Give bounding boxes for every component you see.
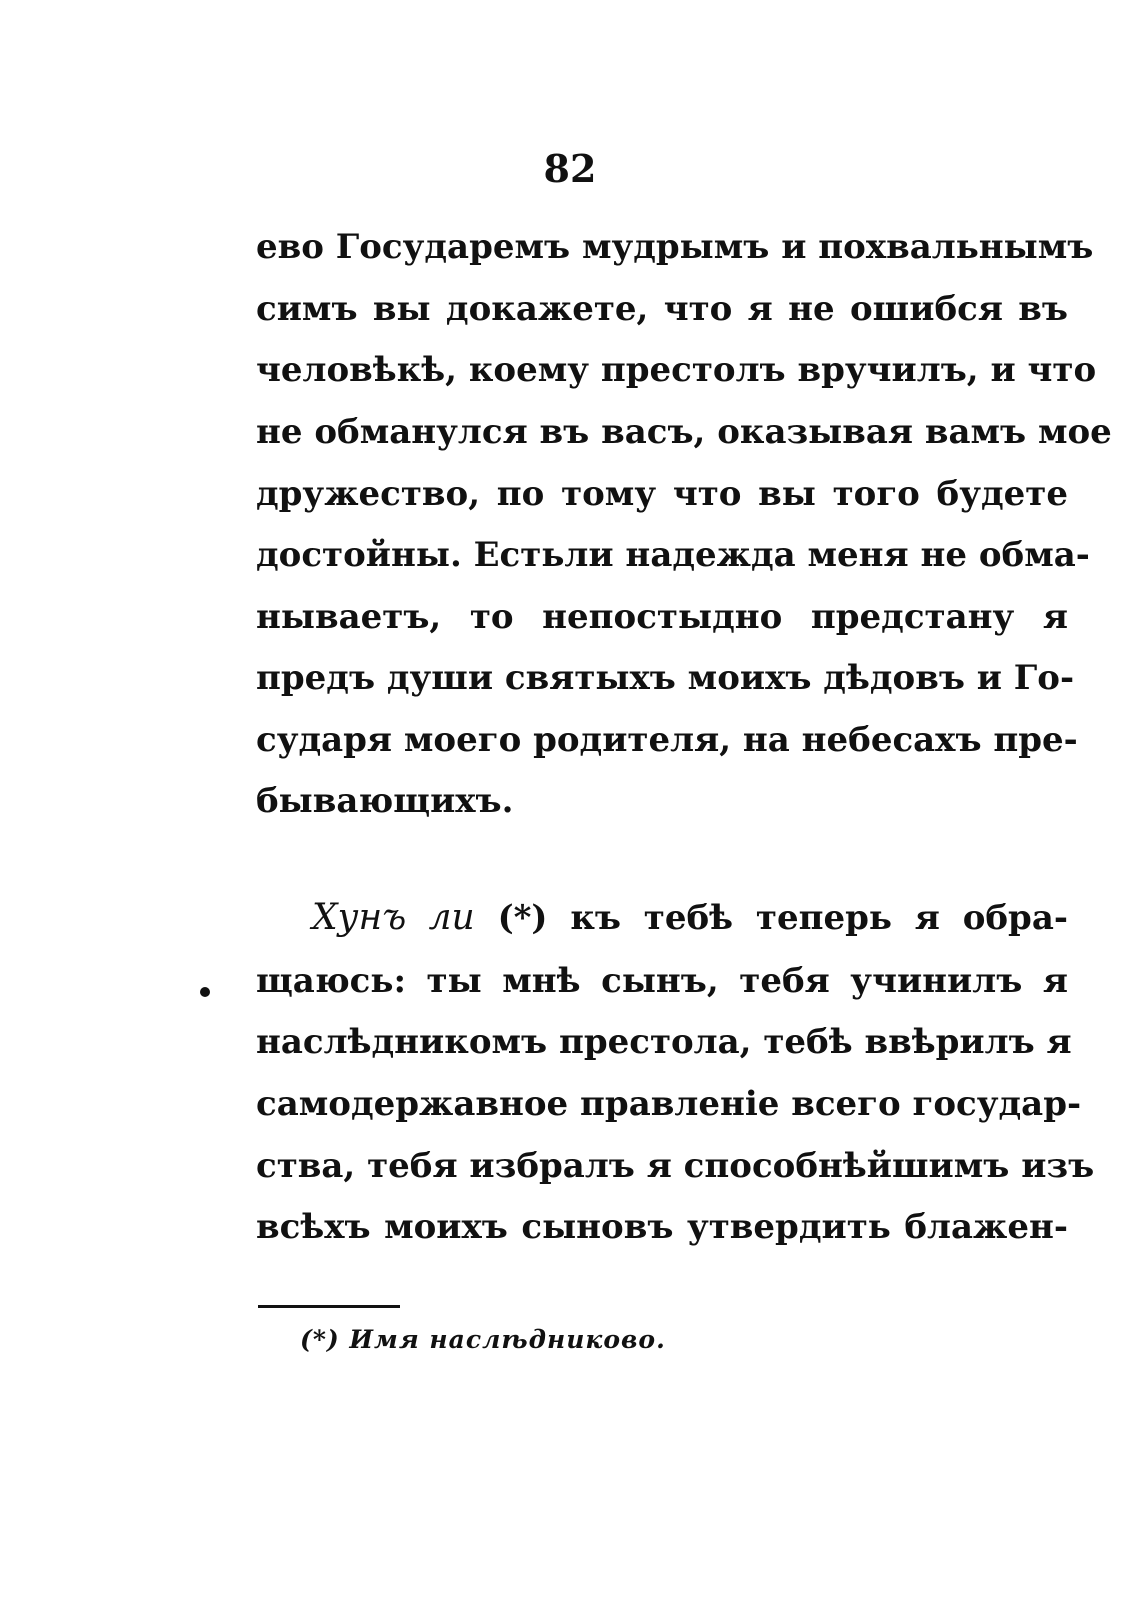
text-line: нываетъ, то непостыдно предстану я — [256, 597, 1068, 637]
text-line: ства, тебя избралъ я способнѣйшимъ изъ — [256, 1146, 1095, 1186]
text-line: достойны. Естьли надежда меня не обма- — [256, 535, 1090, 575]
footnote: (*) Имя наслѣдниково. — [300, 1325, 666, 1354]
text-line: щаюсь: ты мнѣ сынъ, тебя учинилъ я — [256, 961, 1068, 1001]
text-line: самодержавное правленіе всего государ- — [256, 1084, 1082, 1124]
page-number: 82 — [543, 146, 597, 191]
italic-name: Хунъ ли — [312, 897, 475, 938]
text-line: дружество, по тому что вы того будете — [256, 474, 1068, 514]
text-line: не обманулся въ васъ, оказывая вамъ мое — [256, 412, 1112, 452]
text-line: ево Государемъ мудрымъ и похвальнымъ — [256, 227, 1094, 267]
text-line: сударя моего родителя, на небесахъ пре- — [256, 720, 1078, 760]
text-line — [312, 898, 1068, 938]
text-line: предъ души святыхъ моихъ дѣдовъ и Го- — [256, 658, 1075, 698]
footnote-marker: (*) — [497, 898, 548, 938]
text-line: всѣхъ моихъ сыновъ утвердить блажен- — [256, 1207, 1068, 1247]
footnote-rule — [258, 1305, 400, 1308]
text-line: бывающихъ. — [256, 781, 514, 821]
text-line: наслѣдникомъ престола, тебѣ ввѣрилъ я — [256, 1022, 1072, 1062]
text-line: человѣкѣ, коему престолъ вручилъ, и что — [256, 350, 1097, 390]
text-line: симъ вы докажете, что я не ошибся въ — [256, 289, 1068, 329]
text-fragment: къ тебѣ теперь я обра- — [570, 898, 1068, 938]
margin-dot — [200, 987, 210, 997]
